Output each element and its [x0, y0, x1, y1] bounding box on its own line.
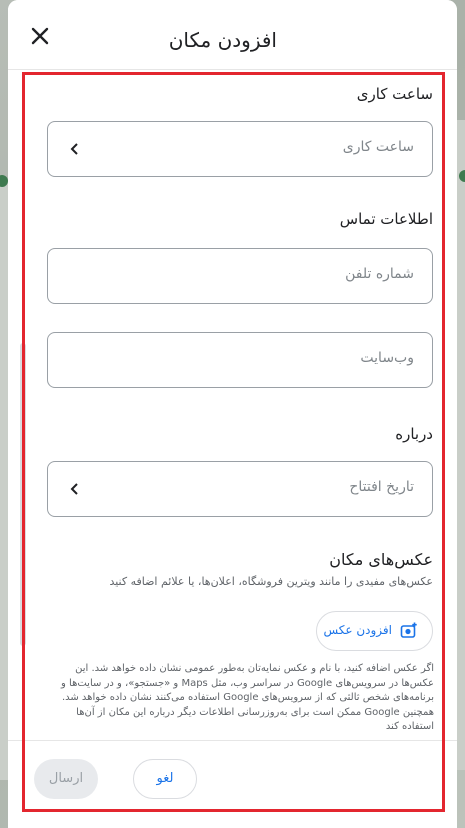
add-photo-label: افزودن عکس — [323, 623, 392, 637]
hours-select[interactable] — [47, 121, 433, 177]
dialog-header — [8, 0, 457, 70]
cancel-button[interactable]: لغو — [133, 759, 197, 799]
website-field[interactable] — [47, 332, 433, 388]
photo-notice — [38, 662, 434, 735]
contact-section-label: اطلاعات تماس — [339, 210, 433, 228]
add-place-dialog — [8, 0, 457, 828]
website-placeholder: وب‌سایت — [360, 350, 414, 366]
form-content — [8, 70, 457, 750]
chevron-left-icon — [68, 142, 82, 156]
dialog-footer — [8, 740, 457, 828]
chevron-left-icon — [68, 482, 82, 496]
dialog-title: افزودن مکان — [168, 28, 277, 52]
hours-select-placeholder: ساعت کاری — [342, 139, 414, 155]
close-icon — [28, 24, 52, 48]
photos-title: عکس‌های مکان — [329, 550, 433, 569]
add-photo-button[interactable] — [316, 611, 433, 651]
hours-section-label: ساعت کاری — [356, 85, 433, 103]
opening-date-placeholder: تاریخ افتتاح — [349, 479, 414, 495]
notice-line: برنامه‌های شخص ثالثی که از سرویس‌های Google استفاده می‌کنند نشان داده خواهد شد. — [61, 692, 434, 703]
map-marker — [459, 170, 465, 182]
notice-line: استفاده کند — [385, 721, 434, 732]
add-photo-icon — [400, 622, 418, 640]
notice-line: عکس‌ها در سرویس‌های Google در سراسر وب، مثل Maps و «جستجو»، و در سایت‌ها و — [61, 677, 434, 689]
about-section-label: درباره — [395, 425, 433, 443]
notice-line: همچنین Google ممکن است برای به‌روزرسانی اطلاعات دیگر درباره این مکان از آن‌ها — [76, 706, 434, 718]
photos-description: عکس‌های مفیدی را مانند ویترین فروشگاه، اعلان‌ها، یا علائم اضافه کنید — [109, 575, 433, 588]
close-button[interactable] — [28, 24, 52, 48]
phone-field[interactable] — [47, 248, 433, 304]
phone-placeholder: شماره تلفن — [345, 266, 414, 282]
opening-date-select[interactable] — [47, 461, 433, 517]
notice-line: اگر عکس اضافه کنید، با نام و عکس نمایه‌تان به‌طور عمومی نشان داده خواهد شد. این — [75, 663, 434, 674]
submit-button[interactable]: ارسال — [34, 759, 98, 799]
